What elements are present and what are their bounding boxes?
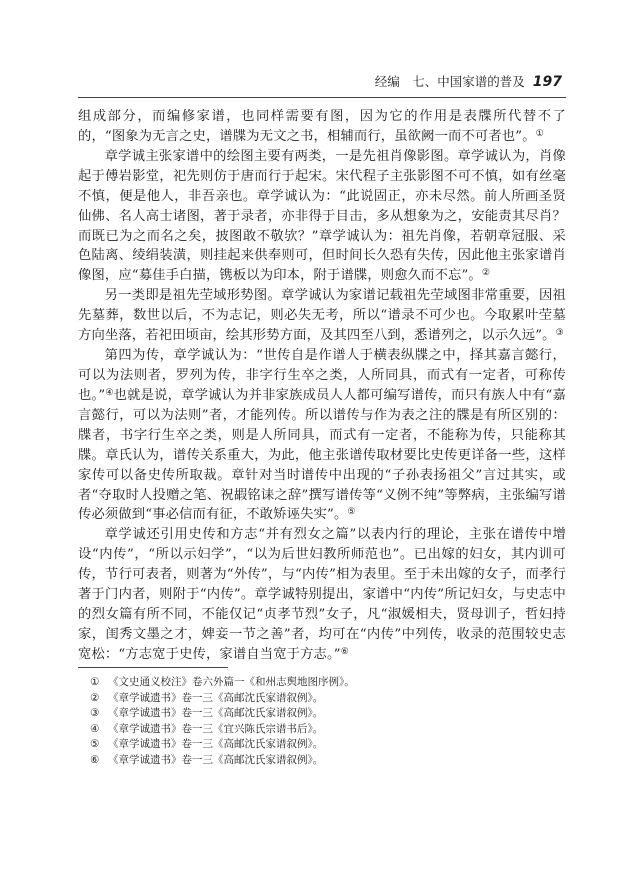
footnote-text: 《章学诚遗书》卷一三《高邮沈氏家谱叙例》。 xyxy=(108,691,324,704)
footnote-item xyxy=(90,722,560,738)
paragraph-text: 也就是说，章学诚认为并非家族成员人人都可编写谱传，而只有族人中有“嘉言懿行，可以为法则”者，才能列传。所以谱传与作为表之注的牒是有所区别的：牒者，书字行生卒之类，则是人所同具，而式有一定者，不能称为传，只能称其牒。章氏认为，谱传关系重大，为此，他主张谱传取材要比史传更详备一些，这样家传可以备史传所取裁。章针对当时谱传中出现的“子孙表扬祖父”言过其实，或者“夺取时人投赠之笔、祝嘏铭诔之辞”撰写谱传等“义例不纯”等弊病，主张编写谱传必须做到“事必信而有征，不敢矫诬失实”。 xyxy=(78,387,566,523)
footnote-marker: ⑥ xyxy=(90,753,100,766)
running-head-section: 经编 七、中国家谱的普及 xyxy=(374,74,525,89)
body-paragraph xyxy=(78,286,566,346)
footnote-text: 《章学诚遗书》卷一三《高邮沈氏家谱叙例》。 xyxy=(108,707,324,720)
footnote-item xyxy=(90,706,560,722)
body-paragraph xyxy=(78,525,566,664)
paragraph-text: 章学诚主张家谱中的绘图主要有两类，一是先祖肖像影图。章学诚认为，肖像起于傅岩影堂，祀先则仿于唐而行于起宋。宋代程子主张影图不可不慎，如有丝毫不慎，便是他人，非吾亲也。章学诚认为：“此说固正，亦未尽然。前人所画圣贤仙佛、名人高士诸图，著于录者，亦非得于目击，多从想象为之，安能责其尽肖？而既已为之而名之矣，披图敢不敬欤？”章学诚认为：祖先肖像，若朝章冠服、采色陆离、绫绢装潢，则挂起来供奉则可，但时间长久恐有失传，因此他主张家谱肖像图，应“募佳手白描，镌板以为印本，附于谱牒，则愈久而不忘”。 xyxy=(78,148,566,284)
footnote-item xyxy=(90,675,560,691)
footnote-ref: ① xyxy=(535,128,544,139)
paragraph-text: 第四为传，章学诚认为：“世传自是作谱人于横表纵牒之中，择其嘉言懿行，可以为法则者，罗列为传，非字行生卒之类，人所同具，而式有一定者，可称传也。” xyxy=(78,348,566,403)
header-rule xyxy=(78,97,566,98)
footnote-text: 《文史通义校注》卷六外篇一《和州志舆地图序例》。 xyxy=(108,676,355,688)
footnote-ref: ⑤ xyxy=(347,507,356,518)
footnote-text: 《章学诚遗书》卷一三《高邮沈氏家谱叙例》。 xyxy=(108,753,324,766)
footnote-marker: ① xyxy=(90,676,100,688)
footnote-text: 《章学诚遗书》卷一三《高邮沈氏家谱叙例》。 xyxy=(108,738,324,751)
paragraph-text: 另一类即是祖先茔域形势图。章学诚认为家谱记载祖先茔域图非常重要，因祖先墓葬，数世以后，不为志记，则必失无考，所以“谱录不可少也。今取累叶茔墓方向坐落，若祀田顷亩，绘其形势方面，及其四至八到，悉谱列之，以示久远”。 xyxy=(78,288,566,344)
footnote-ref: ③ xyxy=(555,328,564,339)
footnote-item xyxy=(90,737,560,753)
footnote-ref: ⑥ xyxy=(340,646,349,657)
footnote-rule xyxy=(78,667,228,668)
footnote-marker: ② xyxy=(90,691,100,704)
body-paragraph xyxy=(78,147,566,286)
body-paragraph xyxy=(78,346,566,525)
footnote-marker: ④ xyxy=(90,722,100,735)
footnote-item xyxy=(90,691,560,707)
body-paragraph xyxy=(78,107,566,147)
running-head xyxy=(0,74,562,90)
paragraph-text: 组成部分，而编修家谱，也同样需要有图，因为它的作用是表牒所代替不了的，“图象为无言之史，谱牒为无文之书，相辅而行，虽欲阙一而不可者也”。 xyxy=(78,109,566,144)
paragraph-text: 章学诚还引用史传和方志“并有烈女之篇”以表内行的理论，主张在谱传中增设“内传”，“所以示妇学”，“以为后世妇教所师范也”。已出嫁的妇女，其内训可传，节行可表者，则著为“外传”，与“内传”相为表里。至于未出嫁的女子，而孝行著于门内者，则附于“内传”。章学诚特别提出，家谱中“内传”所记妇女，与史志中的烈女篇有所不同，不能仅记“贞孝节烈”女子，凡“淑媛相夫，贤母训子，哲妇持家，闺秀文墨之才，婢妾一节之善”者，均可在“内传”中列传，收录的范围较史志宽松：“方志宽于史传，家谱自当宽于方志。” xyxy=(78,527,566,662)
footnotes xyxy=(90,675,560,769)
footnote-ref: ④ xyxy=(105,387,114,398)
footnote-marker: ⑤ xyxy=(90,738,100,751)
footnote-marker: ③ xyxy=(90,707,100,720)
page-number: 197 xyxy=(532,74,562,90)
footnote-ref: ② xyxy=(481,268,491,279)
footnote-item xyxy=(90,753,560,769)
footnote-text: 《章学诚遗书》卷一三《宜兴陈氏宗谱书后》。 xyxy=(108,722,324,735)
body-text xyxy=(78,107,566,665)
